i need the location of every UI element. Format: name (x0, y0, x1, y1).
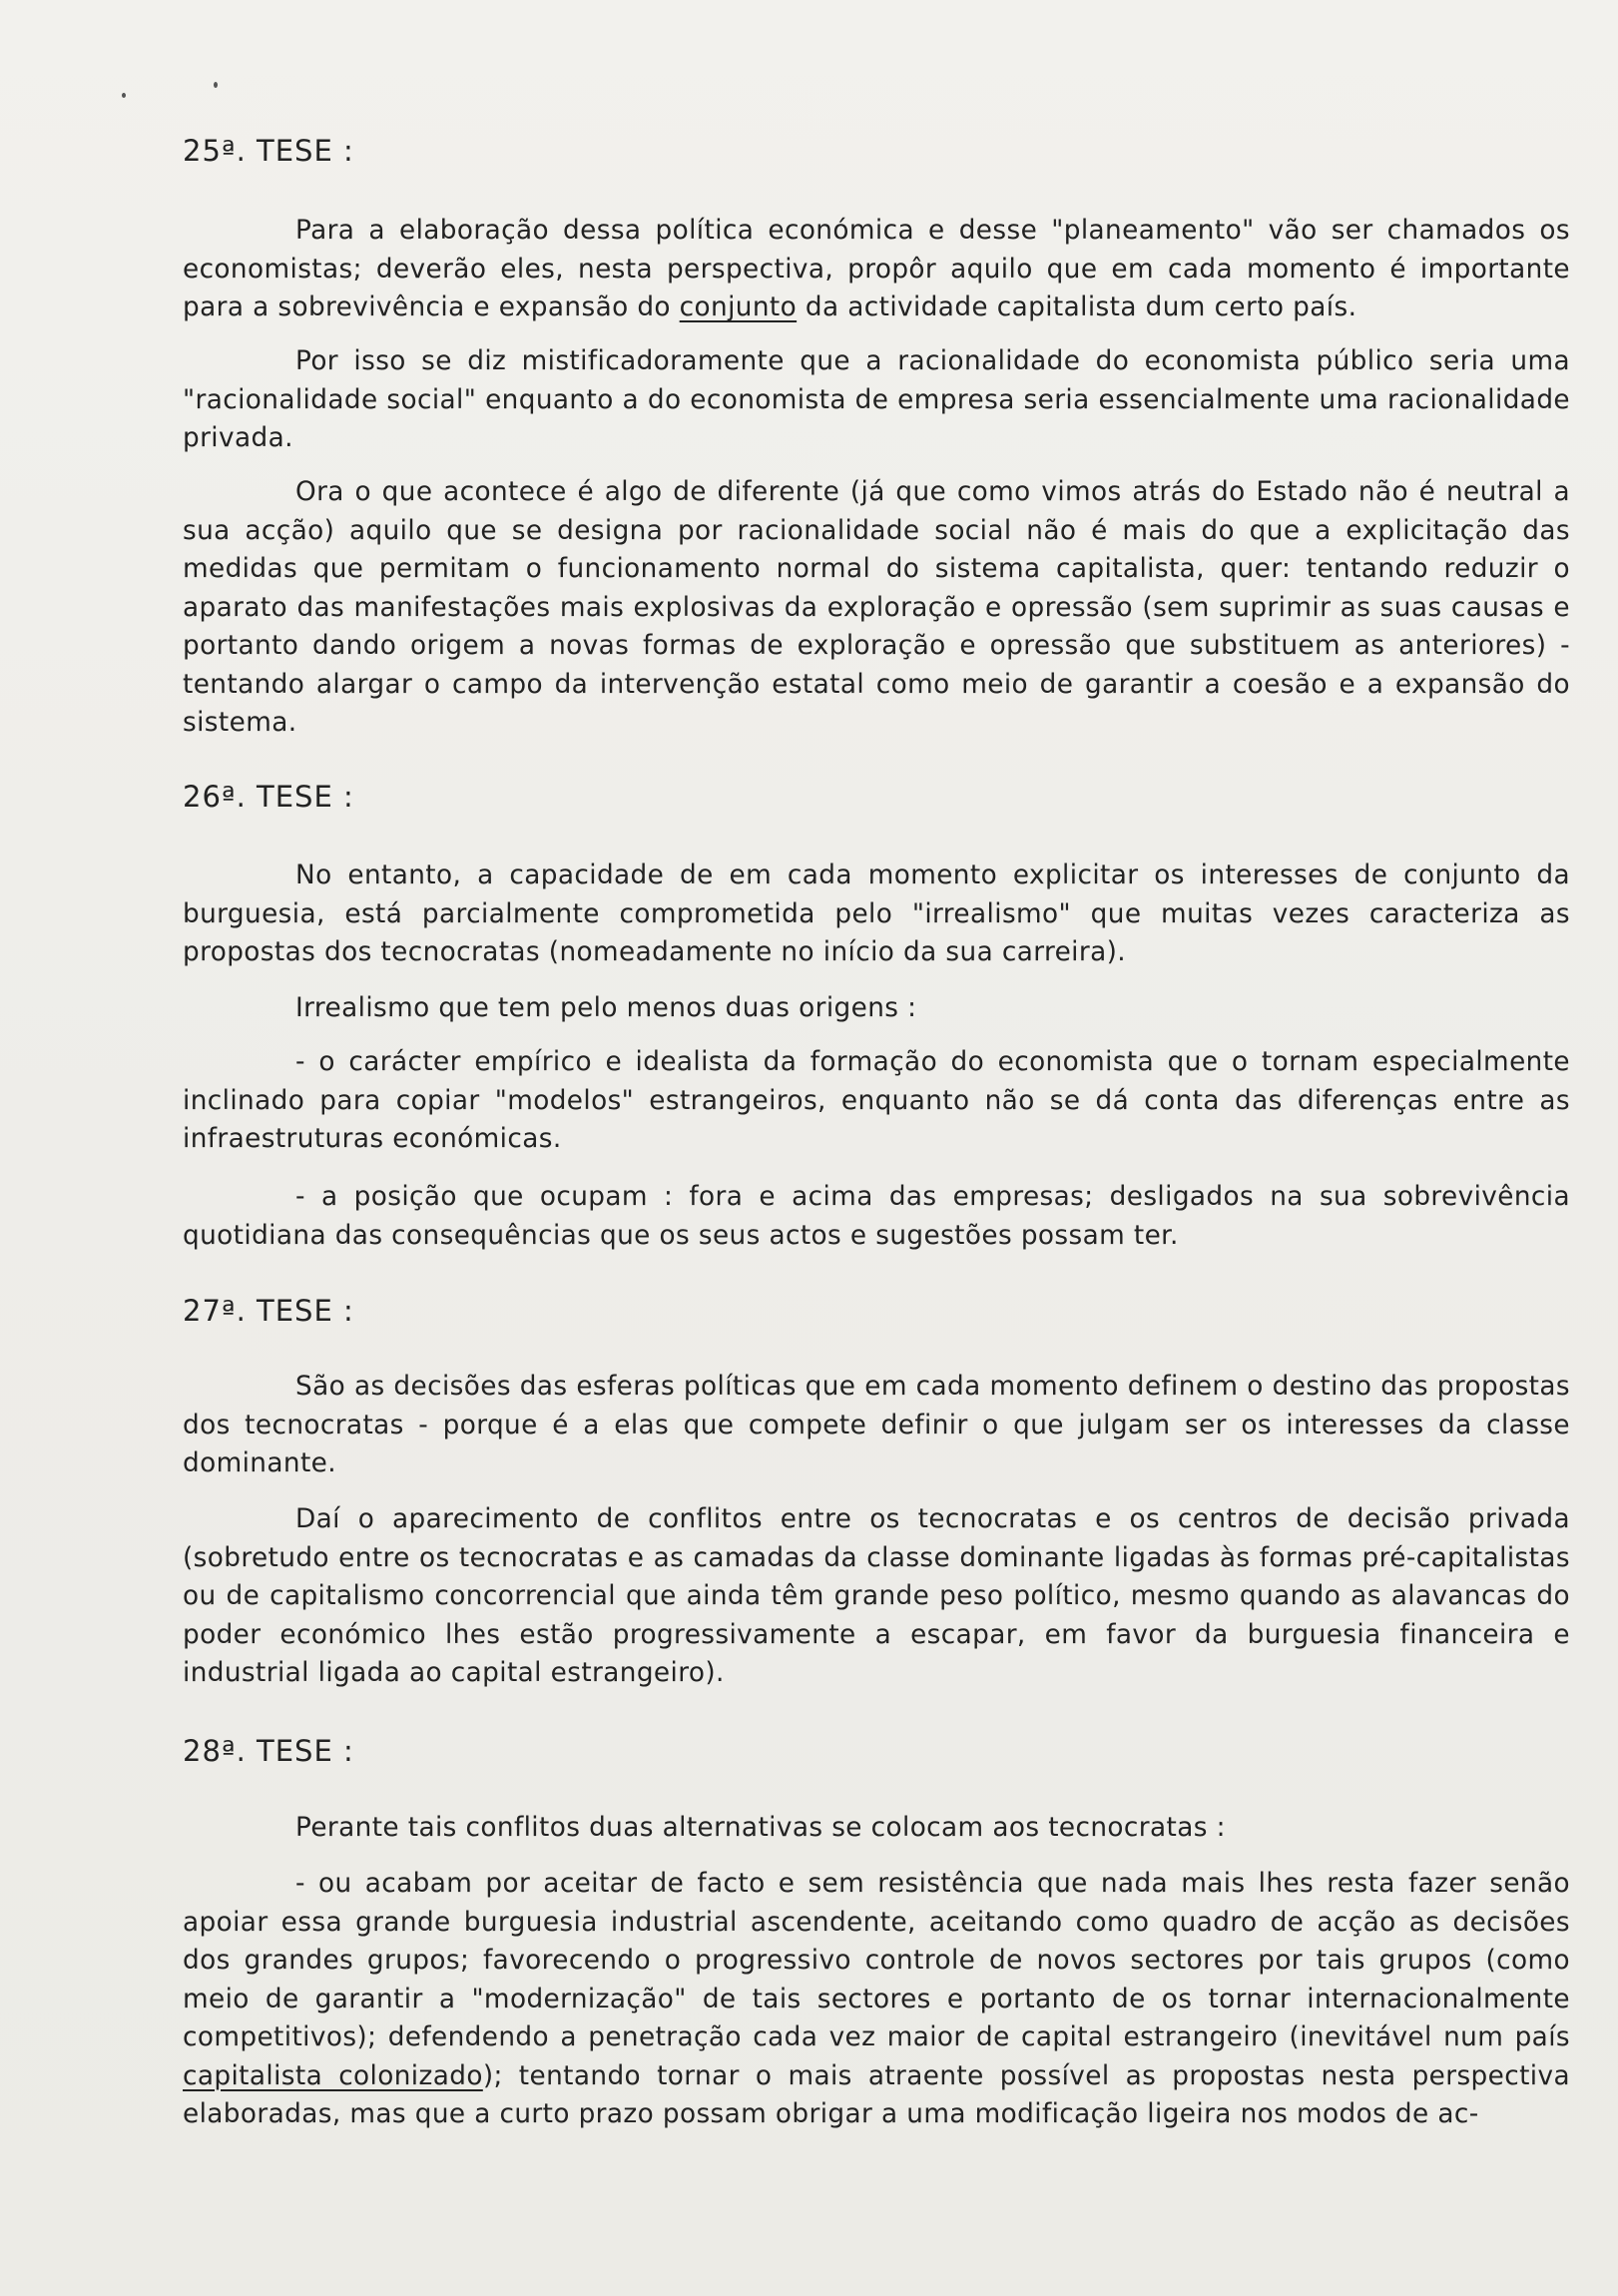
paragraph (183, 1865, 1570, 2134)
section-heading-26: 26ª. TESE : (183, 780, 354, 814)
paragraph: Por isso se diz mistificadoramente que a racionalidade do economista público seria uma "racionalidade social" enquanto a do economista de empresa seria essencialmente uma racionalidade privada. (183, 346, 1570, 453)
paragraph: No entanto, a capacidade de em cada momento explicitar os interesses de conjunto da burguesia, está parcialmente comprometida pelo "irrealismo" que muitas vezes caracteriza as propostas dos tecnocratas (nomeadamente no início da sua carreira). (183, 861, 1570, 967)
paragraph-text: - ou acabam por aceitar de facto e sem resistência que nada mais lhes resta fazer senão apoiar essa grande burguesia industrial ascendente, aceitando como quadro de acção as decisões dos grandes grupos; favorecendo o progressivo controle de novos sectores por tais grupos (como meio de garantir a "modernização" de tais sectores e portanto de os tornar internacionalmente competitivos); defendendo a penetração cada vez maior de capital estrangeiro (inevitável num país (183, 1869, 1570, 2052)
paragraph: - a posição que ocupam : fora e acima das empresas; desligados na sua sobrevivência quotidiana das consequências que os seus actos e sugestões possam ter. (183, 1182, 1570, 1251)
paragraph-text: Para a elaboração dessa política económica e desse "planeamento" vão ser chamados os economistas; deverão eles, nesta perspectiva, propôr aquilo que em cada momento é importante para a sobrevivência e expansão do (183, 216, 1570, 322)
paragraph: Ora o que acontece é algo de diferente (já que como vimos atrás do Estado não é neutral a sua acção) aquilo que se designa por racionalidade social não é mais do que a explicitação das medidas que permitam o funcionamento normal do sistema capitalista, quer: tentando reduzir o aparato das manifestações mais explosivas da exploração e opressão (sem suprimir as suas causas e portanto dando origem a novas formas de exploração e opressão que substituem as anteriores) - tentando alargar o campo da intervenção estatal como meio de garantir a coesão e a expansão do sistema. (183, 477, 1570, 738)
section-heading-25: 25ª. TESE : (183, 134, 354, 168)
paragraph: - o carácter empírico e idealista da formação do economista que o tornam especialmente inclinado para copiar "modelos" estrangeiros, enquanto não se dá conta das diferenças entre as infraestruturas económicas. (183, 1047, 1570, 1154)
section-heading-28: 28ª. TESE : (183, 1734, 354, 1768)
paragraph: Perante tais conflitos duas alternativas se colocam aos tecnocratas : (295, 1813, 1226, 1843)
underlined-text: capitalista colonizado (183, 2060, 483, 2091)
paragraph-text: ); tentando tornar o mais atraente possível as propostas nesta perspectiva elaboradas, mas que a curto prazo possam obrigar a uma modificação ligeira nos modos de ac- (183, 2060, 1570, 2129)
scan-speck (122, 93, 126, 98)
paragraph: Irrealismo que tem pelo menos duas origens : (295, 993, 917, 1023)
paragraph: São as decisões das esferas políticas que em cada momento definem o destino das propostas dos tecnocratas - porque é a elas que compete definir o que julgam ser os interesses da classe dominante. (183, 1372, 1570, 1478)
section-heading-27: 27ª. TESE : (183, 1294, 354, 1328)
paragraph-text: da actividade capitalista dum certo país. (797, 292, 1357, 322)
paragraph (183, 212, 1570, 327)
scan-speck (214, 82, 218, 88)
paragraph: Daí o aparecimento de conflitos entre os tecnocratas e os centros de decisão privada (sobretudo entre os tecnocratas e as camadas da classe dominante ligadas às formas pré-capitalistas ou de capitalismo concorrencial que ainda têm grande peso político, mesmo quando as alavancas do poder económico lhes estão progressivamente a escapar, em favor da burguesia financeira e industrial ligada ao capital estrangeiro). (183, 1504, 1570, 1688)
underlined-text: conjunto (679, 292, 798, 322)
